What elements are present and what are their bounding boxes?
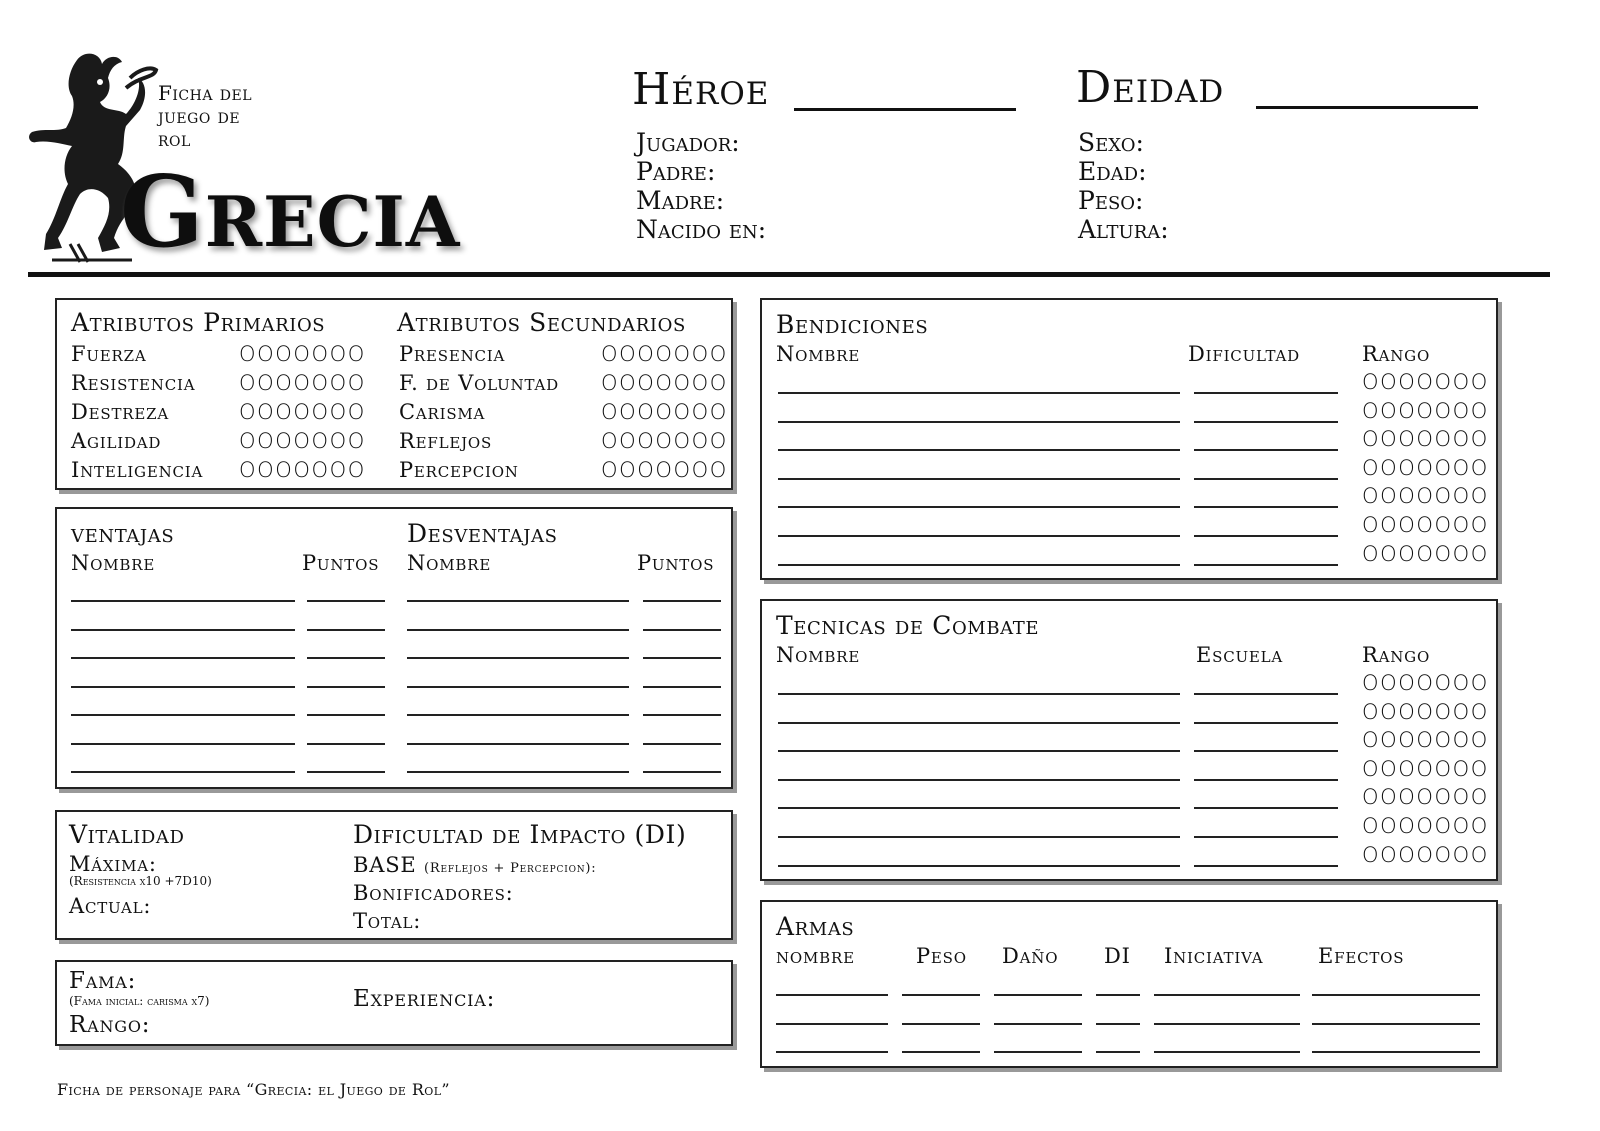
- attr-dots[interactable]: OOOOOOO: [601, 400, 728, 424]
- vitalidad-maxima: Máxima:: [69, 852, 157, 876]
- attr-inteligencia: Inteligencia: [71, 458, 204, 482]
- ventaja-nombre-line[interactable]: [71, 657, 295, 659]
- bendicion-nombre-line[interactable]: [778, 564, 1180, 566]
- fama-note: (Fama inicial: carisma x7): [69, 994, 210, 1008]
- desventaja-nombre-line[interactable]: [407, 686, 629, 688]
- attr-dots[interactable]: OOOOOOO: [239, 400, 366, 424]
- arma-efectos-line[interactable]: [1312, 1051, 1480, 1053]
- attr-presencia: Presencia: [399, 342, 506, 366]
- field-sexo: Sexo:: [1078, 128, 1144, 157]
- bendicion-rango-dots[interactable]: OOOOOOO: [1362, 513, 1489, 537]
- desventaja-nombre-line[interactable]: [407, 600, 629, 602]
- tecnicas-escuela-header: Escuela: [1196, 643, 1284, 667]
- footer-note: Ficha de personaje para “Grecia: el Juego de Rol”: [57, 1080, 450, 1099]
- attr-dots[interactable]: OOOOOOO: [601, 458, 728, 482]
- field-nacido: Nacido en:: [636, 215, 767, 244]
- vitalidad-maxima-note: (Resistencia x10 +7D10): [69, 874, 212, 888]
- attr-dots[interactable]: OOOOOOO: [601, 371, 728, 395]
- field-madre: Madre:: [636, 186, 725, 215]
- tecnica-nombre-line[interactable]: [778, 836, 1180, 838]
- header-divider: [28, 272, 1550, 277]
- ventaja-puntos-line[interactable]: [307, 743, 385, 745]
- tecnica-col2-line[interactable]: [1194, 750, 1338, 752]
- desventaja-puntos-line[interactable]: [643, 600, 721, 602]
- desventaja-puntos-line[interactable]: [643, 771, 721, 773]
- bendicion-col2-line[interactable]: [1194, 449, 1338, 451]
- armas-col-peso: Peso: [916, 944, 967, 968]
- bendicion-nombre-line[interactable]: [778, 449, 1180, 451]
- ventaja-puntos-line[interactable]: [307, 771, 385, 773]
- tecnica-rango-dots[interactable]: OOOOOOO: [1362, 756, 1489, 781]
- desventaja-puntos-line[interactable]: [643, 629, 721, 631]
- bendicion-nombre-line[interactable]: [778, 478, 1180, 480]
- attr-dots[interactable]: OOOOOOO: [239, 429, 366, 453]
- tecnicas-box: [760, 599, 1498, 881]
- tecnica-nombre-line[interactable]: [778, 693, 1180, 695]
- arma-dano-line[interactable]: [994, 994, 1082, 996]
- desventaja-nombre-line[interactable]: [407, 771, 629, 773]
- field-edad: Edad:: [1078, 157, 1147, 186]
- field-altura: Altura:: [1078, 215, 1169, 244]
- arma-di-line[interactable]: [1096, 1051, 1140, 1053]
- tecnica-rango-dots[interactable]: OOOOOOO: [1362, 699, 1489, 724]
- bendicion-col2-line[interactable]: [1194, 564, 1338, 566]
- bendicion-col2-line[interactable]: [1194, 392, 1338, 394]
- desventaja-puntos-line[interactable]: [643, 743, 721, 745]
- experiencia-label: Experiencia:: [353, 986, 496, 1012]
- desventajas-nombre-header: Nombre: [407, 551, 492, 575]
- ventaja-puntos-line[interactable]: [307, 714, 385, 716]
- arma-iniciativa-line[interactable]: [1154, 1051, 1300, 1053]
- bendicion-col2-line[interactable]: [1194, 506, 1338, 508]
- ventaja-nombre-line[interactable]: [71, 686, 295, 688]
- bendicion-rango-dots[interactable]: OOOOOOO: [1362, 484, 1489, 509]
- ventaja-puntos-line[interactable]: [307, 629, 385, 631]
- vitalidad-title: Vitalidad: [69, 820, 185, 849]
- armas-col-nombre: nombre: [776, 944, 855, 968]
- tecnica-col2-line[interactable]: [1194, 779, 1338, 781]
- ventaja-puntos-line[interactable]: [307, 657, 385, 659]
- armas-col-iniciativa: Iniciativa: [1164, 944, 1264, 968]
- arma-iniciativa-line[interactable]: [1154, 1023, 1300, 1025]
- bendicion-rango-dots[interactable]: OOOOOOO: [1362, 398, 1489, 423]
- field-jugador: Jugador:: [636, 128, 740, 157]
- bendicion-nombre-line[interactable]: [778, 506, 1180, 508]
- arma-peso-line[interactable]: [902, 994, 980, 996]
- attr-destreza: Destreza: [71, 400, 169, 424]
- tecnica-rango-dots[interactable]: OOOOOOO: [1362, 842, 1489, 867]
- tecnicas-rango-header: Rango: [1362, 643, 1431, 667]
- vitalidad-box: [55, 810, 733, 940]
- tecnica-col2-line[interactable]: [1194, 836, 1338, 838]
- ventaja-nombre-line[interactable]: [71, 743, 295, 745]
- tecnicas-nombre-header: Nombre: [776, 643, 861, 667]
- tecnica-rango-dots[interactable]: OOOOOOO: [1362, 814, 1489, 838]
- ventaja-nombre-line[interactable]: [71, 600, 295, 602]
- ventajas-title: ventajas: [71, 519, 175, 548]
- ventaja-puntos-line[interactable]: [307, 686, 385, 688]
- bendiciones-dificultad-header: Dificultad: [1188, 342, 1300, 366]
- di-base-note: (Reflejos + Percepcion):: [424, 861, 597, 876]
- arma-di-line[interactable]: [1096, 1023, 1140, 1025]
- tecnica-nombre-line[interactable]: [778, 779, 1180, 781]
- tecnica-nombre-line[interactable]: [778, 865, 1180, 867]
- ventaja-nombre-line[interactable]: [71, 629, 295, 631]
- atributos-primarios-title: Atributos Primarios: [71, 308, 326, 337]
- bendicion-col2-line[interactable]: [1194, 421, 1338, 423]
- armas-col-di: DI: [1104, 944, 1131, 968]
- tecnica-col2-line[interactable]: [1194, 722, 1338, 724]
- tecnica-col2-line[interactable]: [1194, 865, 1338, 867]
- bendicion-rango-dots[interactable]: OOOOOOO: [1362, 427, 1489, 452]
- attr-dots[interactable]: OOOOOOO: [601, 429, 728, 453]
- arma-dano-line[interactable]: [994, 1051, 1082, 1053]
- ventajas-nombre-header: Nombre: [71, 551, 156, 575]
- fama-box: [55, 960, 733, 1046]
- attr-percepcion: Percepcion: [399, 458, 519, 482]
- arma-di-line[interactable]: [1096, 994, 1140, 996]
- logo-subtitle: [158, 82, 298, 151]
- desventaja-nombre-line[interactable]: [407, 629, 629, 631]
- di-base: [353, 853, 596, 877]
- tecnicas-title: Tecnicas de Combate: [776, 611, 1040, 640]
- ventaja-nombre-line[interactable]: [71, 771, 295, 773]
- arma-peso-line[interactable]: [902, 1051, 980, 1053]
- desventaja-puntos-line[interactable]: [643, 714, 721, 716]
- di-title: Dificultad de Impacto (DI): [353, 820, 687, 849]
- tecnica-rango-dots[interactable]: OOOOOOO: [1362, 671, 1489, 695]
- vitalidad-actual: Actual:: [69, 894, 152, 918]
- di-bonificadores: Bonificadores:: [353, 881, 514, 905]
- tecnica-col2-line[interactable]: [1194, 693, 1338, 695]
- attr-dots[interactable]: OOOOOOO: [601, 342, 728, 366]
- tecnica-rango-dots[interactable]: OOOOOOO: [1362, 728, 1489, 753]
- tecnica-nombre-line[interactable]: [778, 722, 1180, 724]
- bendicion-nombre-line[interactable]: [778, 421, 1180, 423]
- tecnica-nombre-line[interactable]: [778, 807, 1180, 809]
- armas-box: [760, 900, 1498, 1068]
- desventaja-nombre-line[interactable]: [407, 743, 629, 745]
- attr-resistencia: Resistencia: [71, 371, 196, 395]
- attr-reflejos: Reflejos: [399, 429, 493, 453]
- logo-subtitle-line: rol: [158, 127, 191, 151]
- ventaja-puntos-line[interactable]: [307, 600, 385, 602]
- bendiciones-nombre-header: Nombre: [776, 342, 861, 366]
- fama-label: Fama:: [69, 968, 137, 994]
- atributos-secundarios-title: Atributos Secundarios: [397, 308, 686, 337]
- arma-nombre-line[interactable]: [776, 1023, 888, 1025]
- arma-iniciativa-line[interactable]: [1154, 994, 1300, 996]
- bendicion-col2-line[interactable]: [1194, 478, 1338, 480]
- bendiciones-title: Bendiciones: [776, 310, 929, 339]
- desventajas-title: Desventajas: [407, 519, 558, 548]
- attr-dots[interactable]: OOOOOOO: [239, 342, 366, 366]
- ventaja-nombre-line[interactable]: [71, 714, 295, 716]
- deidad-name-line[interactable]: [1256, 106, 1478, 109]
- bendicion-rango-dots[interactable]: OOOOOOO: [1362, 455, 1489, 480]
- bendicion-rango-dots[interactable]: OOOOOOO: [1362, 541, 1489, 566]
- ventajas-box: [55, 507, 733, 789]
- tecnica-nombre-line[interactable]: [778, 750, 1180, 752]
- bendicion-col2-line[interactable]: [1194, 535, 1338, 537]
- heroe-name-line[interactable]: [794, 108, 1016, 111]
- bendiciones-box: [760, 298, 1498, 580]
- logo-subtitle-line: Ficha del: [158, 81, 253, 105]
- armas-col-dano: Daño: [1002, 944, 1059, 968]
- arma-peso-line[interactable]: [902, 1023, 980, 1025]
- field-padre: Padre:: [636, 157, 716, 186]
- field-peso: Peso:: [1078, 186, 1144, 215]
- tecnica-rango-dots[interactable]: OOOOOOO: [1362, 785, 1489, 810]
- desventaja-puntos-line[interactable]: [643, 686, 721, 688]
- arma-nombre-line[interactable]: [776, 994, 888, 996]
- bendiciones-rango-header: Rango: [1362, 342, 1431, 366]
- bendicion-nombre-line[interactable]: [778, 392, 1180, 394]
- heroe-label: Héroe: [632, 64, 770, 115]
- armas-title: Armas: [776, 912, 855, 941]
- bendicion-nombre-line[interactable]: [778, 535, 1180, 537]
- logo-title: Grecia: [120, 155, 461, 270]
- atributos-box: [55, 298, 733, 490]
- tecnica-col2-line[interactable]: [1194, 807, 1338, 809]
- desventaja-puntos-line[interactable]: [643, 657, 721, 659]
- attr-dots[interactable]: OOOOOOO: [239, 371, 366, 395]
- attr-fuerza: Fuerza: [71, 342, 147, 366]
- rango-label: Rango:: [69, 1012, 151, 1038]
- desventaja-nombre-line[interactable]: [407, 714, 629, 716]
- logo-subtitle-line: juego de: [158, 104, 241, 128]
- ventajas-puntos-header: Puntos: [302, 551, 380, 575]
- attr-dots[interactable]: OOOOOOO: [239, 458, 366, 482]
- arma-efectos-line[interactable]: [1312, 1023, 1480, 1025]
- desventajas-puntos-header: Puntos: [637, 551, 715, 575]
- desventaja-nombre-line[interactable]: [407, 657, 629, 659]
- armas-col-efectos: Efectos: [1318, 944, 1405, 968]
- di-base-label: BASE: [353, 853, 417, 877]
- arma-dano-line[interactable]: [994, 1023, 1082, 1025]
- bendicion-rango-dots[interactable]: OOOOOOO: [1362, 370, 1489, 394]
- arma-nombre-line[interactable]: [776, 1051, 888, 1053]
- arma-efectos-line[interactable]: [1312, 994, 1480, 996]
- attr-agilidad: Agilidad: [71, 429, 162, 453]
- attr-voluntad: F. de Voluntad: [399, 371, 559, 395]
- attr-carisma: Carisma: [399, 400, 486, 424]
- di-total: Total:: [353, 909, 422, 933]
- deidad-label: Deidad: [1076, 62, 1225, 113]
